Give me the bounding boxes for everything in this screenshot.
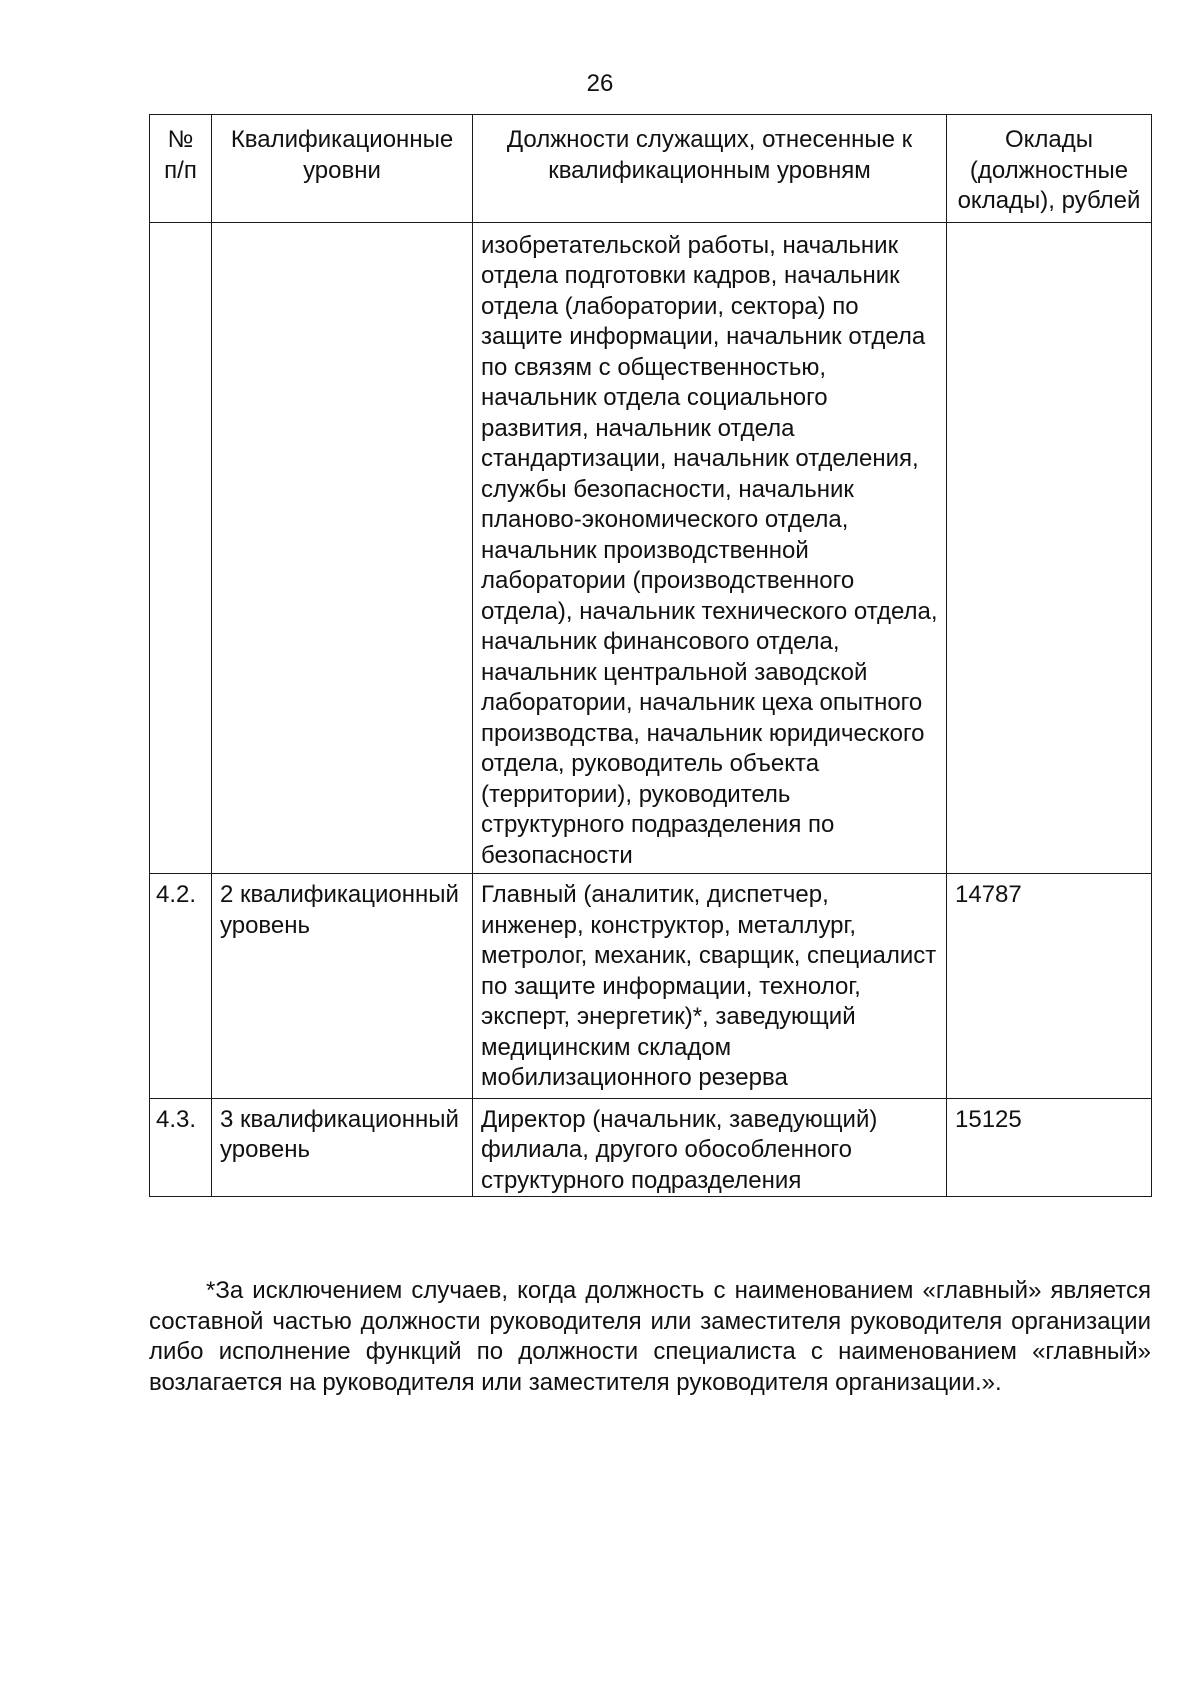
table-header-row <box>150 115 1152 223</box>
table-row <box>150 1098 1152 1197</box>
cell-num <box>150 222 212 874</box>
page-number: 26 <box>586 70 614 97</box>
cell-salary: 14787 <box>947 874 1152 1099</box>
table-row <box>150 874 1152 1099</box>
header-salary: Оклады (должностные оклады), рублей <box>947 115 1152 223</box>
header-level: Квалификационные уровни <box>212 115 473 223</box>
header-num: № п/п <box>150 115 212 223</box>
cell-num: 4.3. <box>150 1098 212 1197</box>
cell-level: 2 квалификационный уровень <box>212 874 473 1099</box>
cell-salary <box>947 222 1152 874</box>
footnote <box>149 1276 1151 1398</box>
cell-positions: Главный (аналитик, диспетчер, инженер, конструктор, металлург, метролог, механик, сварщик, специалист по защите информации, технолог, эксперт, энергетик)*, заведующий медицинским складом мобилизационного резерва <box>473 874 947 1099</box>
cell-level <box>212 222 473 874</box>
cell-level: 3 квалификационный уровень <box>212 1098 473 1197</box>
header-positions: Должности служащих, отнесенные к квалификационным уровням <box>473 115 947 223</box>
table-row <box>150 222 1152 874</box>
cell-num: 4.2. <box>150 874 212 1099</box>
cell-positions: Директор (начальник, заведующий) филиала, другого обособленного структурного подразделения <box>473 1098 947 1197</box>
salary-table <box>149 114 1152 1197</box>
footnote-text: *За исключением случаев, когда должность с наименованием «главный» является составной частью должности руководителя или заместителя руководителя организации либо исполнение функций по должности специалиста с наименованием «главный» возлагается на руководителя или заместителя руководителя организации.». <box>149 1277 1151 1396</box>
cell-positions: изобретательской работы, начальник отдела подготовки кадров, начальник отдела (лаборатории, сектора) по защите информации, начальник отдела по связям с общественностью, начальник отдела социального развития, начальник отдела стандартизации, начальник отделения, службы безопасности, начальник планово-экономического отдела, начальник производственной лаборатории (производственного отдела), начальник технического отдела, начальник финансового отдела, начальник центральной заводской лаборатории, начальник цеха опытного производства, начальник юридического отдела, руководитель объекта (территории), руководитель структурного подразделения по безопасности <box>473 222 947 874</box>
cell-salary: 15125 <box>947 1098 1152 1197</box>
